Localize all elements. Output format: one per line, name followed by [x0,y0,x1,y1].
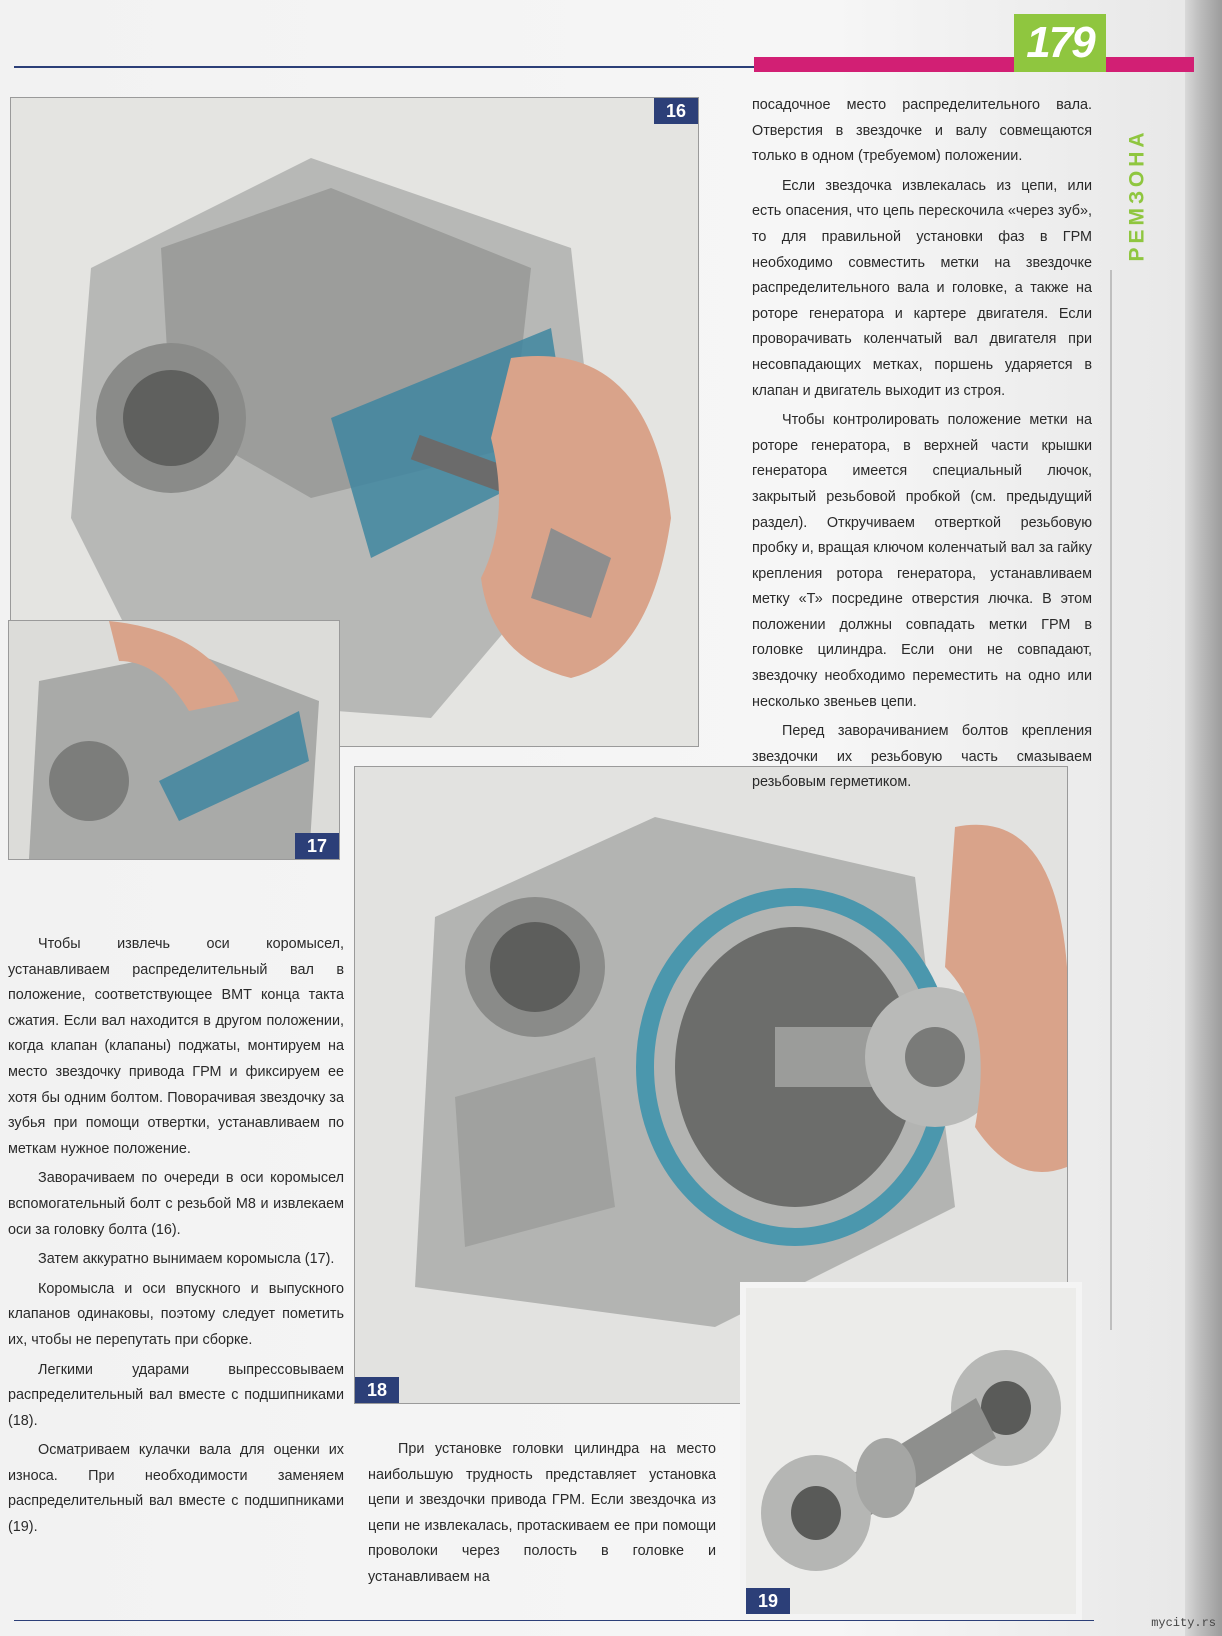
right-paragraph-3: Чтобы контролировать положение метки на роторе генератора, в верхней части крышки генератора имеется специальный лючок, закрытый резьбовой пробкой (см. предыдущий раздел). Откручиваем отверткой резьбовую пробку и, вращая ключом коленчатый вал за гайку крепления ротора генератора, устанавливаем метку «Т» посредине отверстия лючка. В этом положении должны совпадать метки ГРМ в головке цилиндра. Если они не совпадают, звездочку необходимо переместить на одно или несколько звеньев цепи. [752,412,1092,710]
left-paragraph-4: Коромысла и оси впускного и выпускного клапанов одинаковы, поэтому следует пометить их, чтобы не перепутать при сборке. [8,1280,344,1348]
photo-19-camshaft-bearings [740,1282,1082,1620]
section-tab [1125,110,1151,280]
photo-17-image [9,621,339,859]
side-rule [1110,270,1112,1330]
photo-19-image [746,1288,1076,1614]
bottom-middle-text [368,1437,716,1595]
left-column-text [8,932,344,1545]
bottom-paragraph-1: При установке головки цилиндра на место наибольшую трудность представляет установка цепи и звездочки привода ГРМ. Если звездочка из цепи не извлекалась, протаскиваем ее при помощи проволоки через полость в головке и устанавливаем на [368,1441,716,1585]
figure-label-19: 19 [746,1588,790,1614]
left-paragraph-5: Легкими ударами выпрессовываем распределительный вал вместе с подшипниками (18). [8,1361,344,1429]
watermark: mycity.rs [1151,1616,1216,1630]
page-number: 179 [1014,14,1106,72]
header-rule-blue [14,66,754,68]
left-paragraph-1: Чтобы извлечь оси коромысел, устанавливаем распределительный вал в положение, соответствующее ВМТ конца такта сжатия. Если вал находится в другом положении, когда клапан (клапаны) поджаты, монтируем на место звездочку привода ГРМ и фиксируем ее хотя бы одним болтом. Поворачивая звездочку за зубья при помощи отвертки, устанавливаем по меткам нужное положение. [8,936,344,1157]
left-paragraph-2: Заворачиваем по очереди в оси коромысел вспомогательный болт с резьбой М8 и извлекаем оси за головку болта (16). [8,1170,344,1238]
figure-label-18: 18 [355,1377,399,1403]
photo-17-rocker-arms [8,620,340,860]
right-column-text [752,97,1092,800]
figure-label-16: 16 [654,98,698,124]
right-paragraph-2: Если звездочка извлекалась из цепи, или есть опасения, что цепь перескочила «через зуб», то для правильной установки фаз в ГРМ необходимо совместить метки на звездочке распределительного вала и головке, а также на роторе генератора и картере двигателя. Если проворачивать коленчатый вал двигателя при несовпадающих метках, поршень ударяется в клапан и двигатель выходит из строя. [752,177,1092,399]
figure-label-17: 17 [295,833,339,859]
left-paragraph-3: Затем аккуратно вынимаем коромысла (17). [38,1251,335,1268]
page-binding-edge [1185,0,1222,1636]
header-rule-magenta [754,57,1194,72]
right-paragraph-4: Перед заворачиванием болтов крепления звездочки их резьбовую часть смазываем резьбовым герметиком. [752,723,1092,791]
left-paragraph-6: Осматриваем кулачки вала для оценки их износа. При необходимости заменяем распределительный вал вместе с подшипниками (19). [8,1442,344,1536]
right-paragraph-1: посадочное место распределительного вала. Отверстия в звездочке и валу совмещаются только в одном (требуемом) положении. [752,97,1092,165]
section-label: РЕМЗОНА [1126,128,1149,262]
footer-rule [14,1620,1094,1621]
